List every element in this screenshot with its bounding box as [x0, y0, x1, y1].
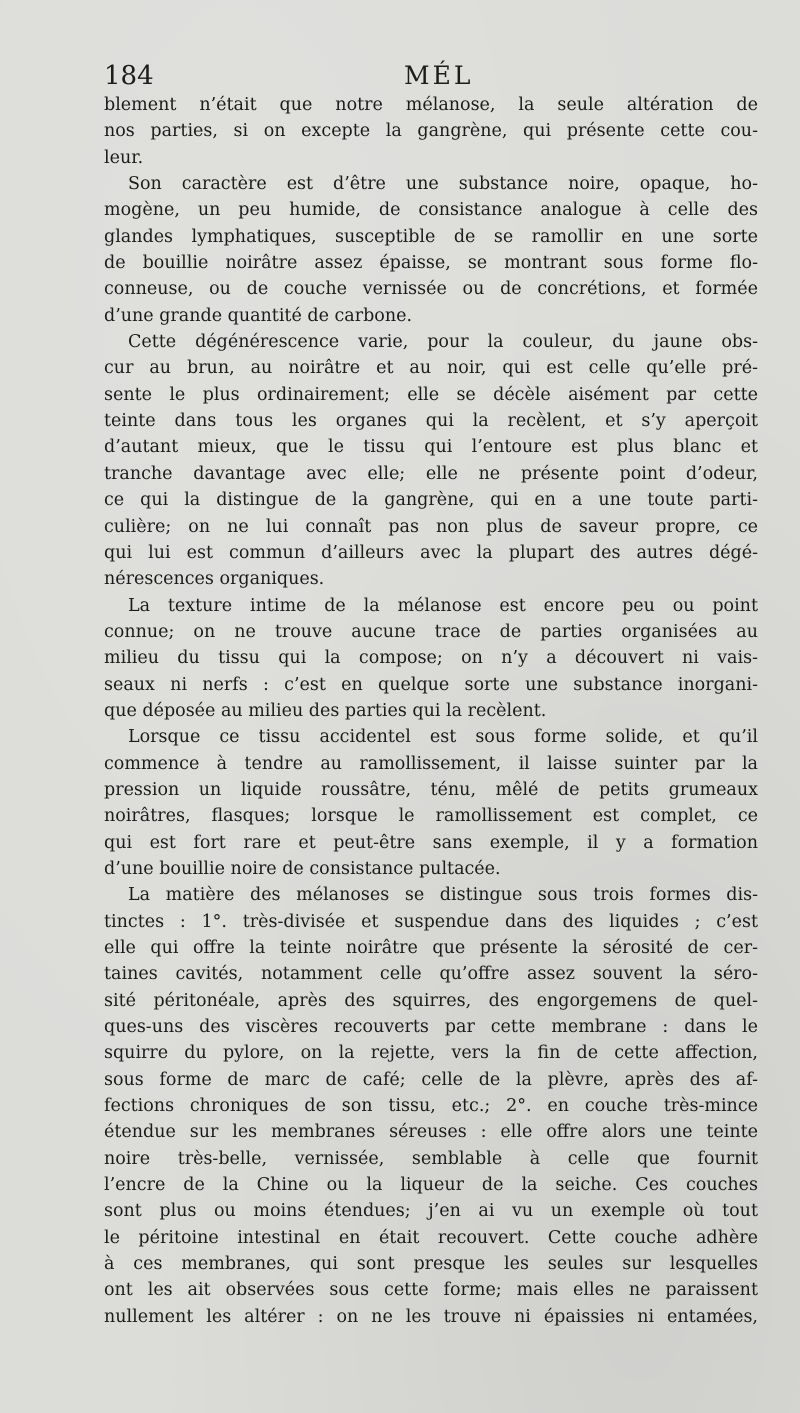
text-line: tranche davantage avec elle; elle ne présente point d’odeur, — [104, 463, 758, 484]
text-line: blement n’était que notre mélanose, la seule altération de — [104, 95, 758, 115]
text-line: sité péritonéale, après des squirres, des engorgemens de quel- — [104, 990, 758, 1011]
text-line: pression un liquide roussâtre, ténu, mêlé de petits grumeaux — [104, 779, 758, 800]
text-line: nullement les altérer : on ne les trouve ni épaissies ni entamées, — [104, 1306, 758, 1327]
page-number: 184 — [104, 61, 154, 91]
text-line: mogène, un peu humide, de consistance analogue à celle des — [104, 200, 758, 221]
text-line: milieu du tissu qui la compose; on n’y a découvert ni vais- — [104, 648, 758, 669]
text-line: commence à tendre au ramollissement, il laisse suinter par la — [104, 753, 758, 774]
text-line: Lorsque ce tissu accidentel est sous forme solide, et qu’il — [128, 727, 758, 748]
text-line: fections chroniques de son tissu, etc.; 2°. en couche très-mince — [104, 1096, 758, 1117]
text-line: La matière des mélanoses se distingue sous trois formes dis- — [128, 885, 758, 906]
text-line: à ces membranes, qui sont presque les seules sur lesquelles — [104, 1254, 758, 1275]
text-line: culière; on ne lui connaît pas non plus de saveur propre, ce — [104, 516, 758, 537]
text-line: d’une bouillie noire de consistance pultacée. — [104, 858, 501, 879]
text-line: nos parties, si on excepte la gangrène, qui présente cette cou- — [104, 121, 758, 142]
text-line: sont plus ou moins étendues; j’en ai vu un exemple où tout — [104, 1201, 758, 1222]
text-line: noirâtres, flasques; lorsque le ramollissement est complet, ce — [104, 806, 758, 827]
text-line: squirre du pylore, on la rejette, vers la fin de cette affection, — [104, 1043, 758, 1064]
text-line: nérescences organiques. — [104, 569, 325, 590]
paragraph — [104, 593, 758, 725]
text-line: conneuse, ou de couche vernissée ou de concrétions, et formée — [104, 279, 758, 300]
body-text — [104, 92, 758, 1330]
text-line: sous forme de marc de café; celle de la plèvre, après des af- — [104, 1069, 758, 1090]
text-line: d’une grande quantité de carbone. — [104, 305, 413, 326]
text-line: sente le plus ordinairement; elle se décèle aisément par cette — [104, 384, 758, 405]
text-line: cur au brun, au noirâtre et au noir, qui est celle qu’elle pré- — [104, 358, 758, 379]
text-line: taines cavités, notamment celle qu’offre assez souvent la séro- — [104, 964, 758, 985]
text-line: qui lui est commun d’ailleurs avec la plupart des autres dégé- — [104, 542, 758, 563]
running-head: MÉL — [404, 61, 474, 90]
paragraph — [104, 724, 758, 882]
text-line: ques-uns des viscères recouverts par cette membrane : dans le — [104, 1017, 758, 1038]
text-line: l’encre de la Chine ou la liqueur de la seiche. Ces couches — [104, 1175, 758, 1196]
text-line: elle qui offre la teinte noirâtre que présente la sérosité de cer- — [104, 938, 758, 958]
paragraph — [104, 171, 758, 329]
text-line: ce qui la distingue de la gangrène, qui en a une toute parti- — [104, 490, 758, 511]
text-line: noire très-belle, vernissée, semblable à celle que fournit — [104, 1148, 758, 1169]
page-header — [104, 58, 758, 94]
text-line: ont les ait observées sous cette forme; mais elles ne paraissent — [104, 1280, 758, 1301]
paragraph — [104, 92, 758, 171]
paragraph — [104, 882, 758, 1330]
text-line: La texture intime de la mélanose est encore peu ou point — [128, 595, 758, 616]
text-line: d’autant mieux, que le tissu qui l’entoure est plus blanc et — [104, 437, 758, 458]
text-line: le péritoine intestinal en était recouvert. Cette couche adhère — [104, 1227, 758, 1248]
text-line: teinte dans tous les organes qui la recèlent, et s’y aperçoit — [104, 411, 758, 432]
text-line: leur. — [104, 147, 144, 168]
text-line: seaux ni nerfs : c’est en quelque sorte une substance inorgani- — [104, 674, 758, 695]
text-line: Cette dégénérescence varie, pour la couleur, du jaune obs- — [128, 332, 758, 353]
text-line: glandes lymphatiques, susceptible de se ramollir en une sorte — [104, 226, 758, 247]
paragraph — [104, 329, 758, 592]
text-line: Son caractère est d’être une substance noire, opaque, ho- — [128, 174, 758, 195]
text-line: qui est fort rare et peut-être sans exemple, il y a formation — [104, 832, 758, 853]
text-line: que déposée au milieu des parties qui la recèlent. — [104, 700, 547, 721]
text-line: connue; on ne trouve aucune trace de parties organisées au — [104, 621, 758, 642]
text-line: tinctes : 1°. très-divisée et suspendue dans des liquides ; c’est — [104, 911, 758, 932]
text-line: étendue sur les membranes séreuses : elle offre alors une teinte — [104, 1122, 758, 1143]
text-line: de bouillie noirâtre assez épaisse, se montrant sous forme flo- — [104, 253, 758, 274]
